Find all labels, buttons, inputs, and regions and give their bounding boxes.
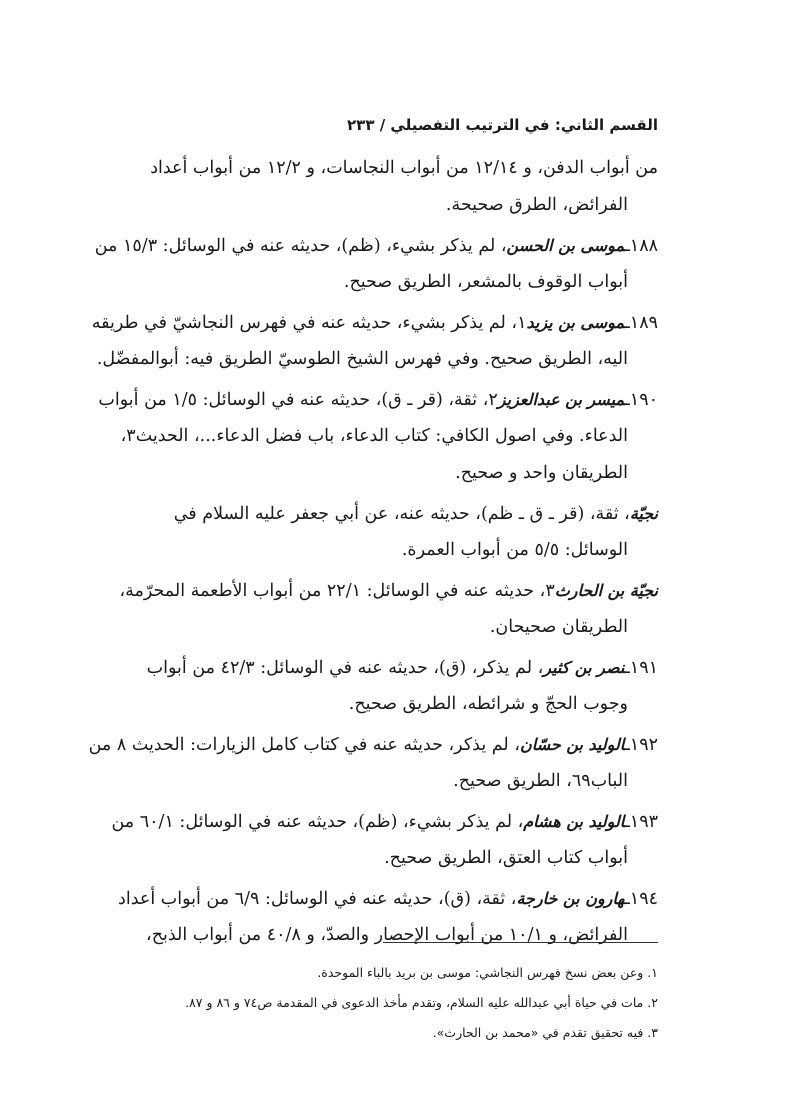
text-line bbox=[130, 532, 658, 569]
page-body bbox=[88, 150, 658, 954]
text-line bbox=[130, 455, 658, 492]
narrator-name: ميسر بن عبدالعزيز bbox=[497, 390, 625, 409]
text-line bbox=[120, 418, 658, 455]
narrator-name: الوليد بن حسّان bbox=[519, 735, 625, 754]
line-text: الدعاء. وفي اصول الكافي: كتاب الدعاء، باب فضل الدعاء...، الحديث٣، bbox=[120, 426, 628, 446]
footnotes bbox=[130, 958, 658, 1048]
text-line bbox=[130, 264, 658, 301]
line-text: الطريقان واحد و صحيح. bbox=[455, 463, 628, 483]
line-text: ، ثقة، (ق)، حديثه عنه في الوسائل: ٦/٩ من أبواب أعداد bbox=[118, 889, 517, 909]
text-line bbox=[130, 649, 658, 686]
line-text: وجوب الحجّ و شرائطه، الطريق صحيح. bbox=[348, 694, 628, 714]
text-line bbox=[130, 609, 658, 646]
narrator-name: نجيّة بن الحارث bbox=[554, 581, 658, 600]
line-text: الفرائض، الطرق صحيحة. bbox=[445, 195, 628, 215]
entry-number: ١٩٠ـ bbox=[624, 390, 658, 410]
line-text: ، ثقة، (قر ـ ق ـ ظم)، حديثه عنه، عن أبي جعفر عليه السلام في bbox=[173, 504, 630, 524]
entry-number: ١٨٩ـ bbox=[624, 313, 658, 333]
text-line bbox=[130, 150, 658, 187]
line-text: أبواب كتاب العتق، الطريق صحيح. bbox=[384, 848, 628, 868]
line-text: ، لم يذكر، (ق)، حديثه عنه في الوسائل: ٤٢/٣ من أبواب bbox=[146, 658, 544, 678]
line-text: من أبواب الدفن، و ١٢/١٤ من أبواب النجاسات، و ١٢/٢ من أبواب أعداد bbox=[150, 158, 658, 178]
entry-number: ١٨٨ـ bbox=[624, 236, 658, 256]
line-text: اليه، الطريق صحيح. وفي فهرس الشيخ الطوسيّ الطريق فيه: أبوالمفضّل. bbox=[96, 349, 628, 369]
text-line bbox=[119, 572, 658, 609]
text-line bbox=[94, 227, 658, 264]
text-line bbox=[98, 381, 658, 418]
text-line bbox=[130, 187, 658, 224]
narrator-name: موسى بن الحسن bbox=[506, 236, 625, 255]
text-line bbox=[118, 880, 658, 917]
text-line bbox=[111, 803, 658, 840]
footnote: ٣. فيه تحقيق تقدم في «محمد بن الحارث». bbox=[432, 1025, 658, 1040]
text-line bbox=[130, 840, 658, 877]
text-line bbox=[130, 917, 658, 954]
line-text: ٢، ثقة، (قر ـ ق)، حديثه عنه في الوسائل: ١/٥ من أبواب bbox=[98, 390, 498, 410]
text-line bbox=[91, 304, 658, 341]
page-header: القسم الثاني: في الترتيب التفصيلي / ٢٣٣ bbox=[347, 116, 658, 134]
line-text: ١، لم يذكر بشيء، حديثه عنه في فهرس النجاشيّ في طريقه bbox=[91, 313, 527, 333]
narrator-name: هارون بن خارجة bbox=[516, 889, 625, 908]
line-text: ، لم يذكر، حديثه عنه في كتاب كامل الزيارات: الحديث ٨ من bbox=[88, 735, 520, 755]
narrator-name: الوليد بن هشام bbox=[523, 812, 625, 831]
narrator-name: موسى بن يزيد bbox=[526, 313, 625, 332]
text-line bbox=[88, 726, 658, 763]
entry-number: ١٩١ـ bbox=[624, 658, 658, 678]
text-line bbox=[130, 763, 658, 800]
entry-number: ١٩٤ـ bbox=[624, 889, 658, 909]
footnote-separator bbox=[383, 942, 658, 943]
line-text: الوسائل: ٥/٥ من أبواب العمرة. bbox=[401, 540, 628, 560]
line-text: ٣، حديثه عنه في الوسائل: ٢٢/١ من أبواب الأطعمة المحرّمة، bbox=[119, 581, 555, 601]
entry-number: ١٩٢ـ bbox=[624, 735, 658, 755]
line-text: ، لم يذكر بشيء، (ظم)، حديثه عنه في الوسائل: ١٥/٣ من bbox=[94, 236, 507, 256]
line-text: أبواب الوقوف بالمشعر، الطريق صحيح. bbox=[343, 272, 628, 292]
footnote: ٢. مات في حياة أبي عبدالله عليه السلام، وتقدم مأخذ الدعوى في المقدمة ص٧٤ و ٨٦ و ٨٧. bbox=[185, 995, 658, 1010]
line-text: الفرائض، و ١٠/١ من أبواب الإحصار والصدّ، و ٤٠/٨ من أبواب الذبح، bbox=[146, 925, 628, 945]
line-text: الطريقان صحيحان. bbox=[489, 617, 628, 637]
narrator-name: نصر بن كثير bbox=[543, 658, 625, 677]
text-line bbox=[96, 341, 658, 378]
footnote: ١. وعن بعض نسخ فهرس النجاشي: موسى بن بريد بالباء الموحدة. bbox=[317, 965, 658, 980]
text-line bbox=[130, 495, 658, 532]
line-text: ، لم يذكر بشيء، (ظم)، حديثه عنه في الوسائل: ٦٠/١ من bbox=[111, 812, 524, 832]
entry-number: ١٩٣ـ bbox=[624, 812, 658, 832]
text-line bbox=[130, 686, 658, 723]
line-text: الباب٦٩، الطريق صحيح. bbox=[453, 771, 628, 791]
narrator-name: نجيّة bbox=[629, 504, 658, 523]
